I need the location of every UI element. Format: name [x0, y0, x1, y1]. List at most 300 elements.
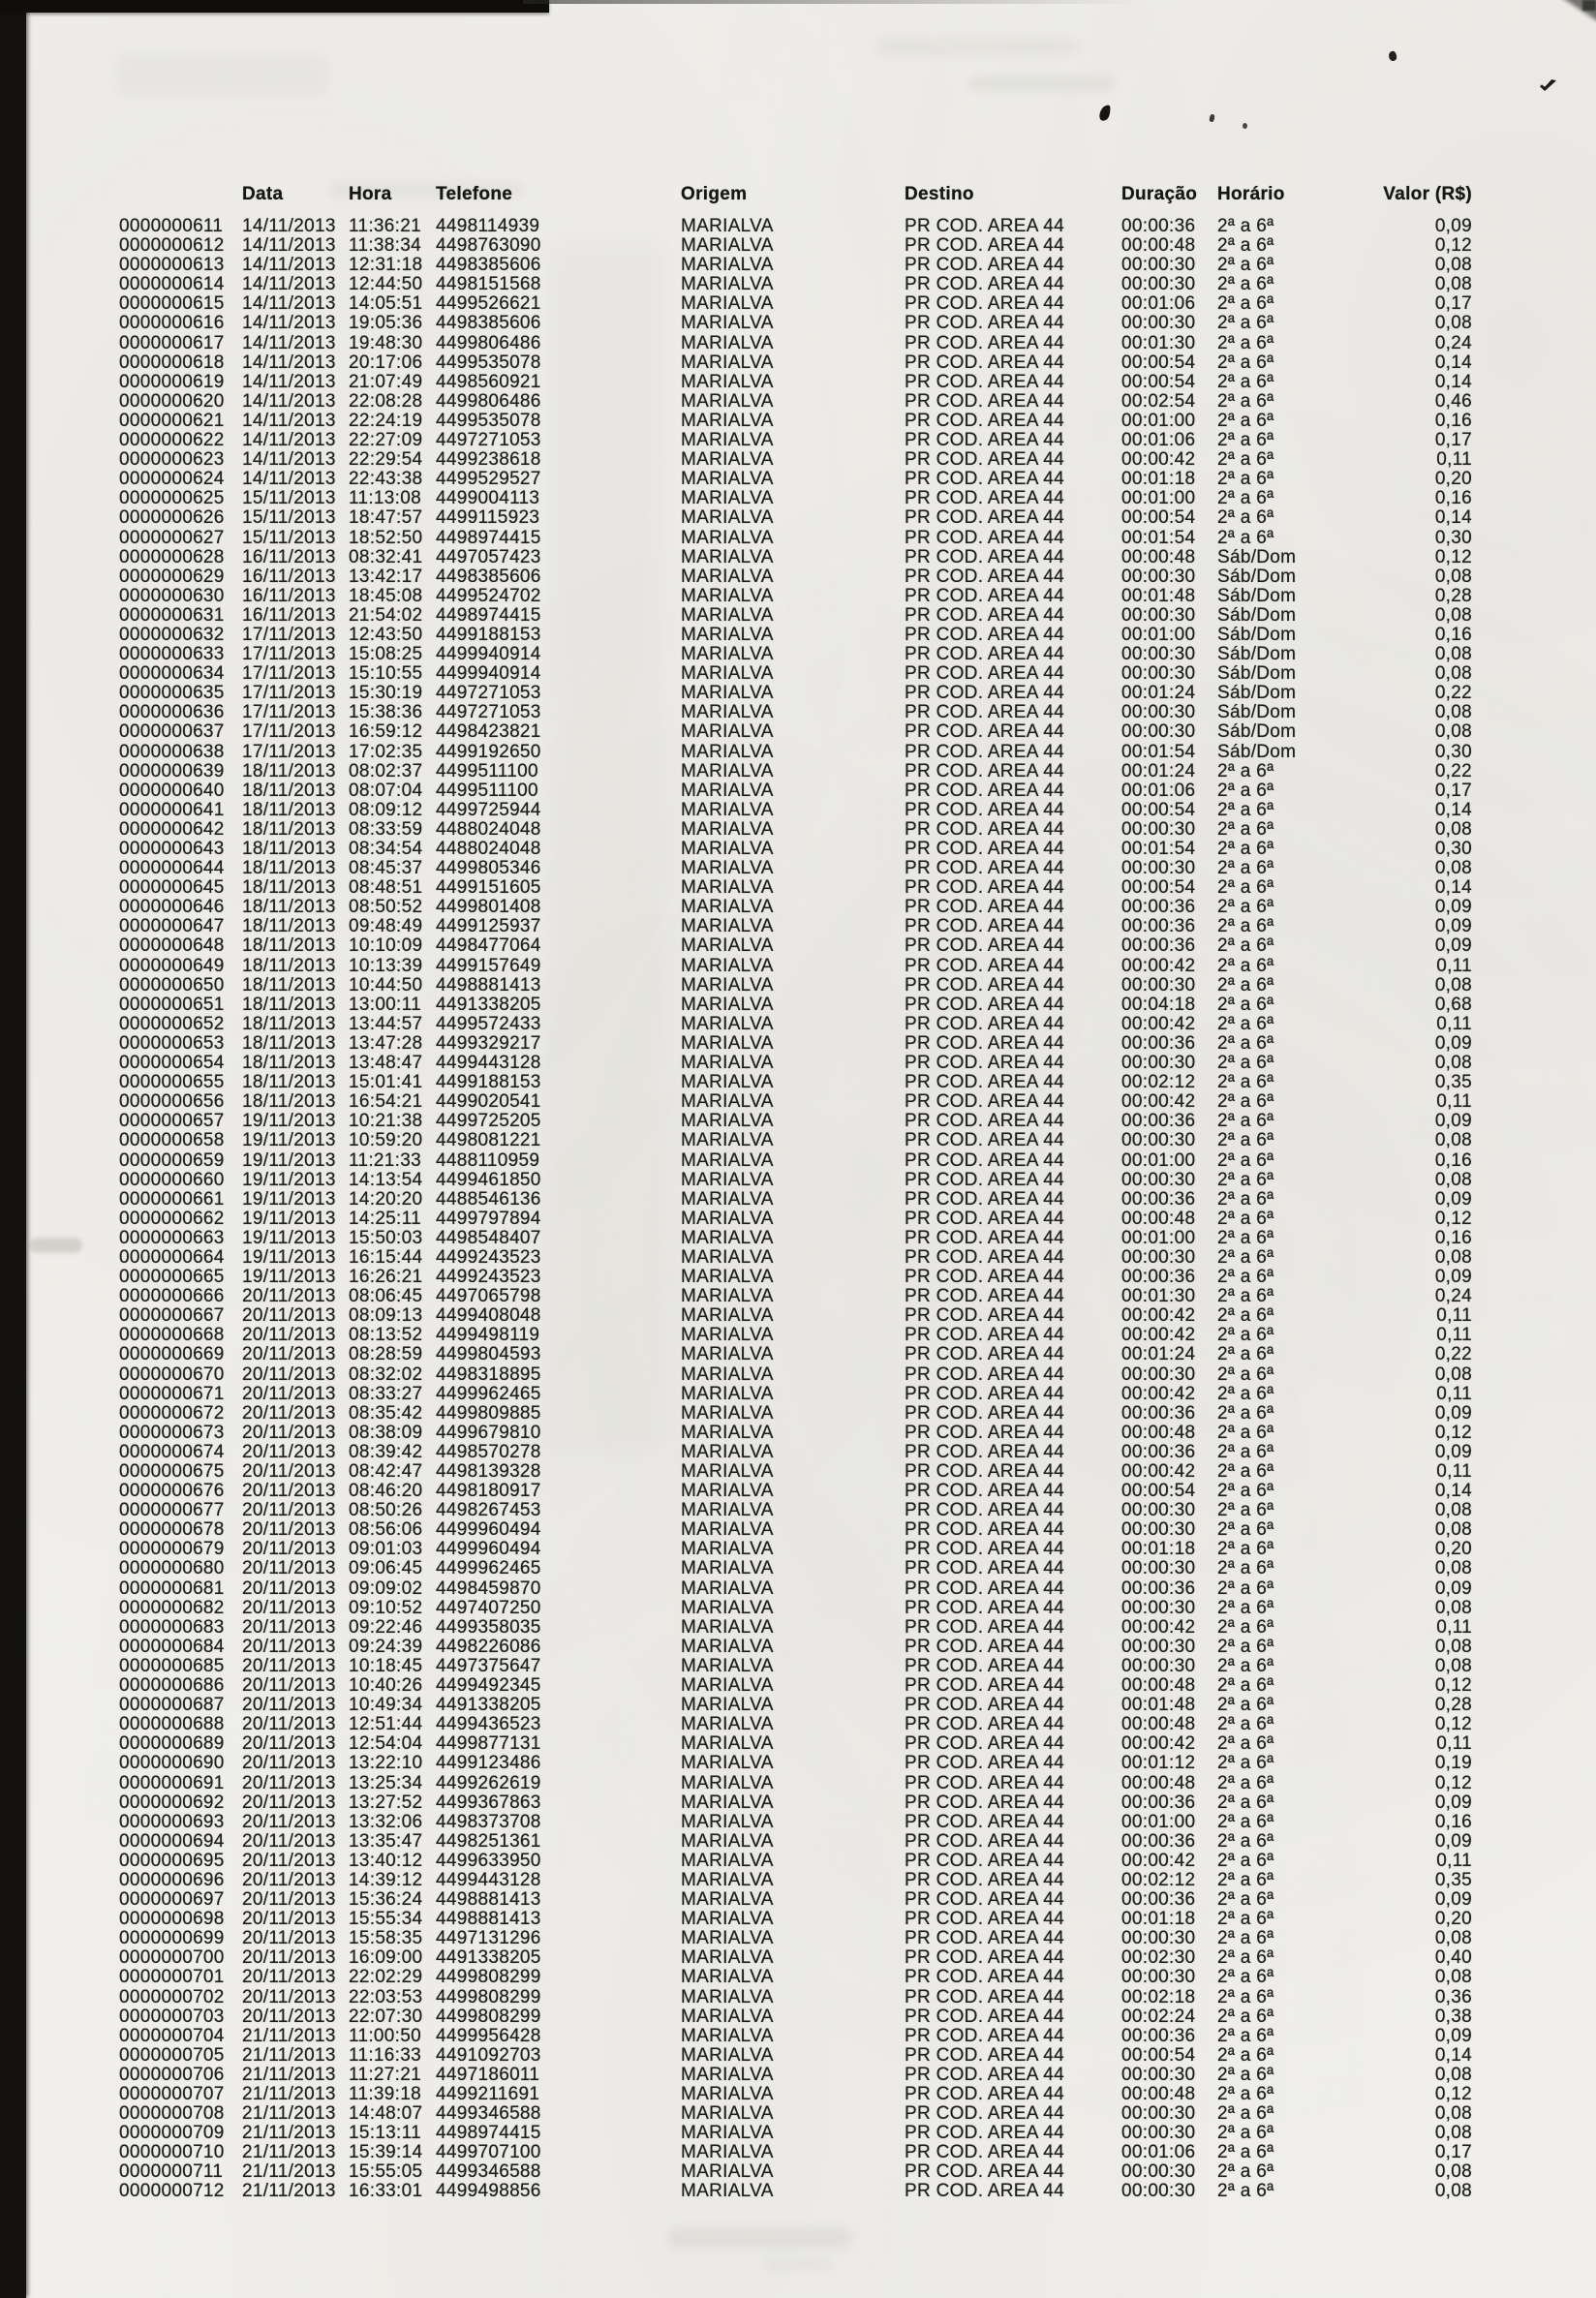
call-records-table: [119, 184, 1472, 2202]
cell-duration: 00:00:30: [1121, 1655, 1196, 1676]
cell-date: 20/11/2013: [242, 1597, 336, 1618]
cell-time: 11:16:33: [349, 2044, 421, 2066]
cell-date: 17/11/2013: [242, 702, 336, 723]
cell-time: 10:59:20: [349, 1130, 423, 1151]
cell-origin: MARIALVA: [681, 293, 774, 315]
cell-value: 0,14: [1434, 1481, 1472, 1502]
cell-destination: PR COD. AREA 44: [905, 1792, 1065, 1813]
cell-time: 21:54:02: [349, 604, 423, 626]
cell-duration: 00:00:36: [1121, 1441, 1196, 1462]
cell-time: 08:13:52: [349, 1325, 423, 1346]
cell-origin: MARIALVA: [681, 1850, 774, 1871]
table-row: [119, 1345, 1472, 1364]
cell-origin: MARIALVA: [681, 2084, 774, 2104]
cell-origin: MARIALVA: [681, 1072, 774, 1093]
cell-duration: 00:01:54: [1121, 839, 1196, 859]
table-row: [119, 684, 1472, 703]
cell-value: 0,36: [1434, 1986, 1472, 2007]
table-header-row: [119, 184, 1472, 205]
cell-destination: PR COD. AREA 44: [905, 624, 1065, 645]
cell-value: 0,08: [1434, 1053, 1472, 1074]
cell-date: 17/11/2013: [242, 644, 336, 665]
cell-value: 0,11: [1436, 1091, 1472, 1113]
cell-origin: MARIALVA: [681, 760, 774, 781]
cell-origin: MARIALVA: [681, 235, 774, 257]
cell-time: 15:50:03: [349, 1227, 423, 1248]
cell-destination: PR COD. AREA 44: [905, 1169, 1065, 1190]
cell-phone: 4488110959: [436, 1149, 540, 1171]
cell-origin: MARIALVA: [681, 410, 774, 431]
cell-record-id: 0000000650: [119, 974, 225, 996]
cell-phone: 4499346588: [436, 2161, 541, 2183]
cell-date: 21/11/2013: [242, 2025, 336, 2046]
cell-time: 13:22:10: [349, 1753, 423, 1774]
cell-value: 0,08: [1434, 1169, 1472, 1190]
cell-record-id: 0000000635: [119, 683, 225, 704]
cell-phone: 4499492345: [436, 1675, 541, 1697]
cell-record-id: 0000000674: [119, 1441, 225, 1462]
cell-phone: 4488546136: [436, 1188, 541, 1210]
cell-date: 19/11/2013: [242, 1208, 336, 1229]
cell-date: 20/11/2013: [242, 1986, 336, 2007]
cell-time: 08:09:13: [349, 1305, 423, 1327]
cell-schedule: 2ª a 6ª: [1217, 1169, 1274, 1190]
cell-record-id: 0000000658: [119, 1130, 225, 1151]
table-row: [119, 936, 1472, 956]
cell-duration: 00:00:54: [1121, 352, 1196, 373]
cell-time: 17:02:35: [349, 741, 423, 762]
cell-value: 0,14: [1434, 2044, 1472, 2066]
cell-origin: MARIALVA: [681, 858, 774, 879]
cell-origin: MARIALVA: [681, 916, 774, 937]
table-row: [119, 2143, 1472, 2162]
cell-destination: PR COD. AREA 44: [905, 1032, 1065, 1054]
cell-value: 0,17: [1434, 2142, 1472, 2163]
cell-schedule: 2ª a 6ª: [1217, 449, 1274, 471]
cell-destination: PR COD. AREA 44: [905, 2044, 1065, 2066]
table-row: [119, 1131, 1472, 1150]
cell-date: 19/11/2013: [242, 1227, 336, 1248]
cell-destination: PR COD. AREA 44: [905, 1695, 1065, 1716]
cell-destination: PR COD. AREA 44: [905, 1325, 1065, 1346]
cell-phone: 4499962465: [436, 1383, 541, 1404]
cell-time: 14:20:20: [349, 1188, 423, 1210]
cell-value: 0,08: [1434, 1928, 1472, 1949]
cell-date: 18/11/2013: [242, 839, 336, 859]
cell-date: 19/11/2013: [242, 1246, 336, 1268]
cell-phone: 4498974415: [436, 2123, 541, 2144]
table-row: [119, 626, 1472, 645]
cell-phone: 4498226086: [436, 1636, 541, 1657]
cell-duration: 00:01:00: [1121, 1227, 1196, 1248]
cell-phone: 4499157649: [436, 955, 541, 976]
cell-duration: 00:00:30: [1121, 1967, 1196, 1988]
table-row: [119, 587, 1472, 606]
cell-time: 15:08:25: [349, 644, 423, 665]
cell-time: 15:55:34: [349, 1909, 423, 1930]
cell-record-id: 0000000700: [119, 1947, 225, 1969]
cell-time: 08:09:12: [349, 799, 423, 820]
cell-duration: 00:00:30: [1121, 1363, 1196, 1385]
cell-time: 14:39:12: [349, 1869, 423, 1890]
cell-record-id: 0000000711: [119, 2161, 224, 2183]
cell-origin: MARIALVA: [681, 1636, 774, 1657]
cell-time: 18:45:08: [349, 585, 423, 606]
cell-schedule: 2ª a 6ª: [1217, 1032, 1274, 1054]
cell-record-id: 0000000662: [119, 1208, 225, 1229]
cell-value: 0,11: [1436, 1305, 1472, 1327]
table-row: [119, 606, 1472, 626]
cell-time: 22:03:53: [349, 1986, 423, 2007]
table-row: [119, 334, 1472, 353]
cell-value: 0,14: [1434, 877, 1472, 899]
cell-time: 16:54:21: [349, 1091, 423, 1113]
cell-time: 11:39:18: [349, 2084, 421, 2104]
table-row: [119, 1754, 1472, 1773]
ink-mark: [1098, 104, 1112, 122]
cell-origin: MARIALVA: [681, 1928, 774, 1949]
cell-schedule: 2ª a 6ª: [1217, 527, 1274, 548]
cell-phone: 4499123486: [436, 1753, 541, 1774]
cell-record-id: 0000000630: [119, 585, 225, 606]
cell-date: 19/11/2013: [242, 1149, 336, 1171]
cell-origin: MARIALVA: [681, 1909, 774, 1930]
cell-schedule: 2ª a 6ª: [1217, 1869, 1274, 1890]
cell-date: 20/11/2013: [242, 1714, 336, 1735]
table-row: [119, 1638, 1472, 1657]
cell-time: 08:34:54: [349, 839, 423, 859]
cell-record-id: 0000000656: [119, 1091, 225, 1113]
cell-record-id: 0000000684: [119, 1636, 225, 1657]
cell-value: 0,11: [1436, 1325, 1472, 1346]
cell-duration: 00:00:42: [1121, 1091, 1196, 1113]
cell-schedule: 2ª a 6ª: [1217, 1714, 1274, 1735]
cell-schedule: 2ª a 6ª: [1217, 371, 1274, 392]
cell-value: 0,28: [1434, 585, 1472, 606]
cell-destination: PR COD. AREA 44: [905, 1909, 1065, 1930]
cell-duration: 00:00:30: [1121, 255, 1196, 276]
cell-duration: 00:01:18: [1121, 1539, 1196, 1560]
cell-record-id: 0000000687: [119, 1695, 225, 1716]
cell-schedule: 2ª a 6ª: [1217, 1344, 1274, 1365]
table-body: [119, 217, 1472, 2202]
table-row: [119, 1520, 1472, 1540]
cell-phone: 4491338205: [436, 1947, 541, 1969]
cell-value: 0,09: [1434, 916, 1472, 937]
cell-record-id: 0000000642: [119, 818, 225, 840]
cell-time: 11:27:21: [349, 2064, 421, 2085]
cell-origin: MARIALVA: [681, 1947, 774, 1969]
cell-duration: 00:00:30: [1121, 2123, 1196, 2144]
cell-record-id: 0000000651: [119, 994, 225, 1015]
cell-origin: MARIALVA: [681, 430, 774, 451]
cell-duration: 00:02:30: [1121, 1947, 1196, 1969]
cell-value: 0,09: [1434, 897, 1472, 918]
cell-time: 15:01:41: [349, 1072, 423, 1093]
cell-duration: 00:00:36: [1121, 1111, 1196, 1132]
cell-destination: PR COD. AREA 44: [905, 566, 1065, 587]
cell-time: 10:10:09: [349, 935, 423, 957]
cell-phone: 4499806486: [436, 332, 541, 353]
table-row: [119, 567, 1472, 587]
cell-date: 20/11/2013: [242, 1889, 336, 1911]
cell-origin: MARIALVA: [681, 1830, 774, 1852]
cell-duration: 00:00:30: [1121, 818, 1196, 840]
cell-record-id: 0000000644: [119, 858, 225, 879]
cell-record-id: 0000000693: [119, 1811, 225, 1832]
cell-value: 0,14: [1434, 799, 1472, 820]
cell-record-id: 0000000681: [119, 1578, 225, 1599]
table-row: [119, 1599, 1472, 1618]
scan-artifact-top-edge-bar: [0, 0, 549, 13]
cell-duration: 00:01:30: [1121, 1286, 1196, 1307]
cell-date: 16/11/2013: [242, 604, 336, 626]
cell-value: 0,09: [1434, 1441, 1472, 1462]
cell-value: 0,09: [1434, 1889, 1472, 1911]
table-row: [119, 1385, 1472, 1404]
cell-date: 20/11/2013: [242, 1383, 336, 1404]
cell-time: 15:13:11: [349, 2123, 421, 2144]
cell-phone: 4499188153: [436, 624, 541, 645]
cell-schedule: 2ª a 6ª: [1217, 1675, 1274, 1697]
cell-date: 21/11/2013: [242, 2064, 336, 2085]
cell-record-id: 0000000668: [119, 1325, 225, 1346]
header-record-id-spacer: [119, 184, 242, 205]
cell-phone: 4498373708: [436, 1811, 541, 1832]
cell-destination: PR COD. AREA 44: [905, 935, 1065, 957]
cell-schedule: 2ª a 6ª: [1217, 897, 1274, 918]
table-row: [119, 898, 1472, 917]
cell-date: 16/11/2013: [242, 546, 336, 567]
cell-destination: PR COD. AREA 44: [905, 332, 1065, 353]
cell-record-id: 0000000670: [119, 1363, 225, 1385]
cell-time: 10:18:45: [349, 1655, 423, 1676]
cell-date: 20/11/2013: [242, 1850, 336, 1871]
cell-destination: PR COD. AREA 44: [905, 1889, 1065, 1911]
cell-destination: PR COD. AREA 44: [905, 974, 1065, 996]
cell-value: 0,11: [1436, 955, 1472, 976]
cell-duration: 00:00:36: [1121, 1402, 1196, 1424]
cell-destination: PR COD. AREA 44: [905, 1402, 1065, 1424]
cell-value: 0,08: [1434, 1246, 1472, 1268]
cell-duration: 00:00:42: [1121, 1383, 1196, 1404]
cell-record-id: 0000000625: [119, 488, 225, 509]
cell-date: 20/11/2013: [242, 2006, 336, 2027]
cell-date: 20/11/2013: [242, 1753, 336, 1774]
cell-date: 20/11/2013: [242, 1772, 336, 1793]
cell-value: 0,30: [1434, 527, 1472, 548]
cell-phone: 4497271053: [436, 702, 541, 723]
cell-schedule: 2ª a 6ª: [1217, 216, 1274, 236]
cell-destination: PR COD. AREA 44: [905, 1481, 1065, 1502]
cell-phone: 4499151605: [436, 877, 541, 899]
ink-mark: [1540, 79, 1556, 91]
cell-destination: PR COD. AREA 44: [905, 1558, 1065, 1579]
table-row: [119, 878, 1472, 898]
cell-destination: PR COD. AREA 44: [905, 1967, 1065, 1988]
cell-record-id: 0000000669: [119, 1344, 225, 1365]
cell-date: 20/11/2013: [242, 1909, 336, 1930]
cell-destination: PR COD. AREA 44: [905, 818, 1065, 840]
cell-phone: 4499877131: [436, 1733, 541, 1755]
cell-destination: PR COD. AREA 44: [905, 1850, 1065, 1871]
cell-value: 0,09: [1434, 1578, 1472, 1599]
cell-phone: 4498763090: [436, 235, 541, 257]
cell-date: 19/11/2013: [242, 1130, 336, 1151]
cell-destination: PR COD. AREA 44: [905, 255, 1065, 276]
cell-origin: MARIALVA: [681, 663, 774, 685]
cell-record-id: 0000000626: [119, 507, 225, 529]
cell-record-id: 0000000703: [119, 2006, 225, 2027]
cell-phone: 4498548407: [436, 1227, 541, 1248]
cell-time: 08:33:27: [349, 1383, 423, 1404]
cell-time: 22:27:09: [349, 430, 423, 451]
cell-destination: PR COD. AREA 44: [905, 799, 1065, 820]
cell-origin: MARIALVA: [681, 352, 774, 373]
cell-phone: 4499346588: [436, 2103, 541, 2125]
header-value: Valor (R$): [1383, 184, 1472, 204]
cell-time: 08:50:26: [349, 1500, 423, 1521]
table-row: [119, 1618, 1472, 1638]
cell-value: 0,16: [1434, 1149, 1472, 1171]
cell-destination: PR COD. AREA 44: [905, 1675, 1065, 1697]
cell-date: 18/11/2013: [242, 935, 336, 957]
cell-schedule: 2ª a 6ª: [1217, 1227, 1274, 1248]
cell-schedule: 2ª a 6ª: [1217, 1422, 1274, 1443]
cell-schedule: Sáb/Dom: [1217, 683, 1297, 704]
cell-record-id: 0000000710: [119, 2142, 225, 2163]
cell-date: 14/11/2013: [242, 469, 336, 490]
cell-phone: 4499801408: [436, 897, 541, 918]
cell-record-id: 0000000619: [119, 371, 225, 392]
cell-record-id: 0000000613: [119, 255, 225, 276]
cell-phone: 4499572433: [436, 1013, 541, 1034]
cell-date: 18/11/2013: [242, 858, 336, 879]
table-row: [119, 664, 1472, 684]
cell-duration: 00:00:30: [1121, 1500, 1196, 1521]
cell-duration: 00:02:18: [1121, 1986, 1196, 2007]
cell-phone: 4498385606: [436, 313, 541, 334]
header-time: Hora: [349, 184, 392, 204]
cell-schedule: 2ª a 6ª: [1217, 2103, 1274, 2125]
cell-date: 20/11/2013: [242, 1344, 336, 1365]
cell-schedule: 2ª a 6ª: [1217, 858, 1274, 879]
cell-schedule: 2ª a 6ª: [1217, 1792, 1274, 1813]
cell-time: 08:32:41: [349, 546, 423, 567]
cell-schedule: Sáb/Dom: [1217, 663, 1297, 685]
cell-date: 18/11/2013: [242, 877, 336, 899]
cell-value: 0,09: [1434, 1792, 1472, 1813]
table-row: [119, 1910, 1472, 1929]
cell-date: 18/11/2013: [242, 780, 336, 801]
cell-record-id: 0000000637: [119, 721, 225, 743]
cell-destination: PR COD. AREA 44: [905, 955, 1065, 976]
cell-time: 12:44:50: [349, 274, 423, 295]
table-row: [119, 392, 1472, 412]
cell-schedule: 2ª a 6ª: [1217, 994, 1274, 1015]
table-row: [119, 353, 1472, 373]
cell-duration: 00:00:36: [1121, 216, 1196, 236]
cell-record-id: 0000000691: [119, 1772, 225, 1793]
cell-schedule: 2ª a 6ª: [1217, 1305, 1274, 1327]
cell-origin: MARIALVA: [681, 2044, 774, 2066]
cell-origin: MARIALVA: [681, 488, 774, 509]
cell-phone: 4499535078: [436, 352, 541, 373]
cell-duration: 00:01:00: [1121, 410, 1196, 431]
cell-destination: PR COD. AREA 44: [905, 2123, 1065, 2144]
cell-value: 0,20: [1434, 469, 1472, 490]
cell-phone: 4498267453: [436, 1500, 541, 1521]
cell-phone: 4499358035: [436, 1616, 541, 1638]
cell-schedule: 2ª a 6ª: [1217, 410, 1274, 431]
cell-time: 15:58:35: [349, 1928, 423, 1949]
table-row: [119, 2027, 1472, 2046]
header-destination: Destino: [905, 184, 974, 204]
cell-record-id: 0000000664: [119, 1246, 225, 1268]
cell-value: 0,08: [1434, 1363, 1472, 1385]
cell-phone: 4491338205: [436, 994, 541, 1015]
table-row: [119, 1365, 1472, 1385]
cell-destination: PR COD. AREA 44: [905, 1441, 1065, 1462]
cell-phone: 4497065798: [436, 1286, 541, 1307]
cell-phone: 4488024048: [436, 839, 541, 859]
table-row: [119, 1968, 1472, 1987]
cell-origin: MARIALVA: [681, 897, 774, 918]
cell-origin: MARIALVA: [681, 1305, 774, 1327]
cell-destination: PR COD. AREA 44: [905, 702, 1065, 723]
cell-schedule: 2ª a 6ª: [1217, 2084, 1274, 2104]
cell-schedule: 2ª a 6ª: [1217, 799, 1274, 820]
cell-destination: PR COD. AREA 44: [905, 371, 1065, 392]
cell-time: 09:01:03: [349, 1539, 423, 1560]
cell-phone: 4499962465: [436, 1558, 541, 1579]
cell-value: 0,17: [1434, 430, 1472, 451]
cell-date: 14/11/2013: [242, 352, 336, 373]
cell-record-id: 0000000638: [119, 741, 225, 762]
cell-value: 0,08: [1434, 858, 1472, 879]
cell-duration: 00:02:12: [1121, 1869, 1196, 1890]
cell-phone: 4497375647: [436, 1655, 541, 1676]
cell-duration: 00:01:18: [1121, 469, 1196, 490]
table-row: [119, 1657, 1472, 1676]
table-row: [119, 1929, 1472, 1948]
cell-value: 0,09: [1434, 1032, 1472, 1054]
cell-time: 11:36:21: [349, 216, 421, 236]
cell-destination: PR COD. AREA 44: [905, 1811, 1065, 1832]
scan-smudge: [29, 1238, 82, 1253]
cell-schedule: Sáb/Dom: [1217, 624, 1297, 645]
cell-value: 0,08: [1434, 1519, 1472, 1541]
cell-date: 14/11/2013: [242, 449, 336, 471]
cell-destination: PR COD. AREA 44: [905, 1208, 1065, 1229]
cell-origin: MARIALVA: [681, 255, 774, 276]
cell-value: 0,08: [1434, 818, 1472, 840]
cell-record-id: 0000000627: [119, 527, 225, 548]
cell-schedule: 2ª a 6ª: [1217, 1909, 1274, 1930]
cell-duration: 00:00:30: [1121, 1928, 1196, 1949]
cell-destination: PR COD. AREA 44: [905, 2084, 1065, 2104]
cell-schedule: 2ª a 6ª: [1217, 1208, 1274, 1229]
cell-schedule: 2ª a 6ª: [1217, 1325, 1274, 1346]
cell-value: 0,17: [1434, 780, 1472, 801]
cell-phone: 4497407250: [436, 1597, 541, 1618]
cell-origin: MARIALVA: [681, 1753, 774, 1774]
cell-phone: 4499443128: [436, 1053, 541, 1074]
cell-destination: PR COD. AREA 44: [905, 1869, 1065, 1890]
cell-schedule: 2ª a 6ª: [1217, 877, 1274, 899]
scan-smudge: [876, 37, 1080, 56]
cell-time: 13:35:47: [349, 1830, 423, 1852]
